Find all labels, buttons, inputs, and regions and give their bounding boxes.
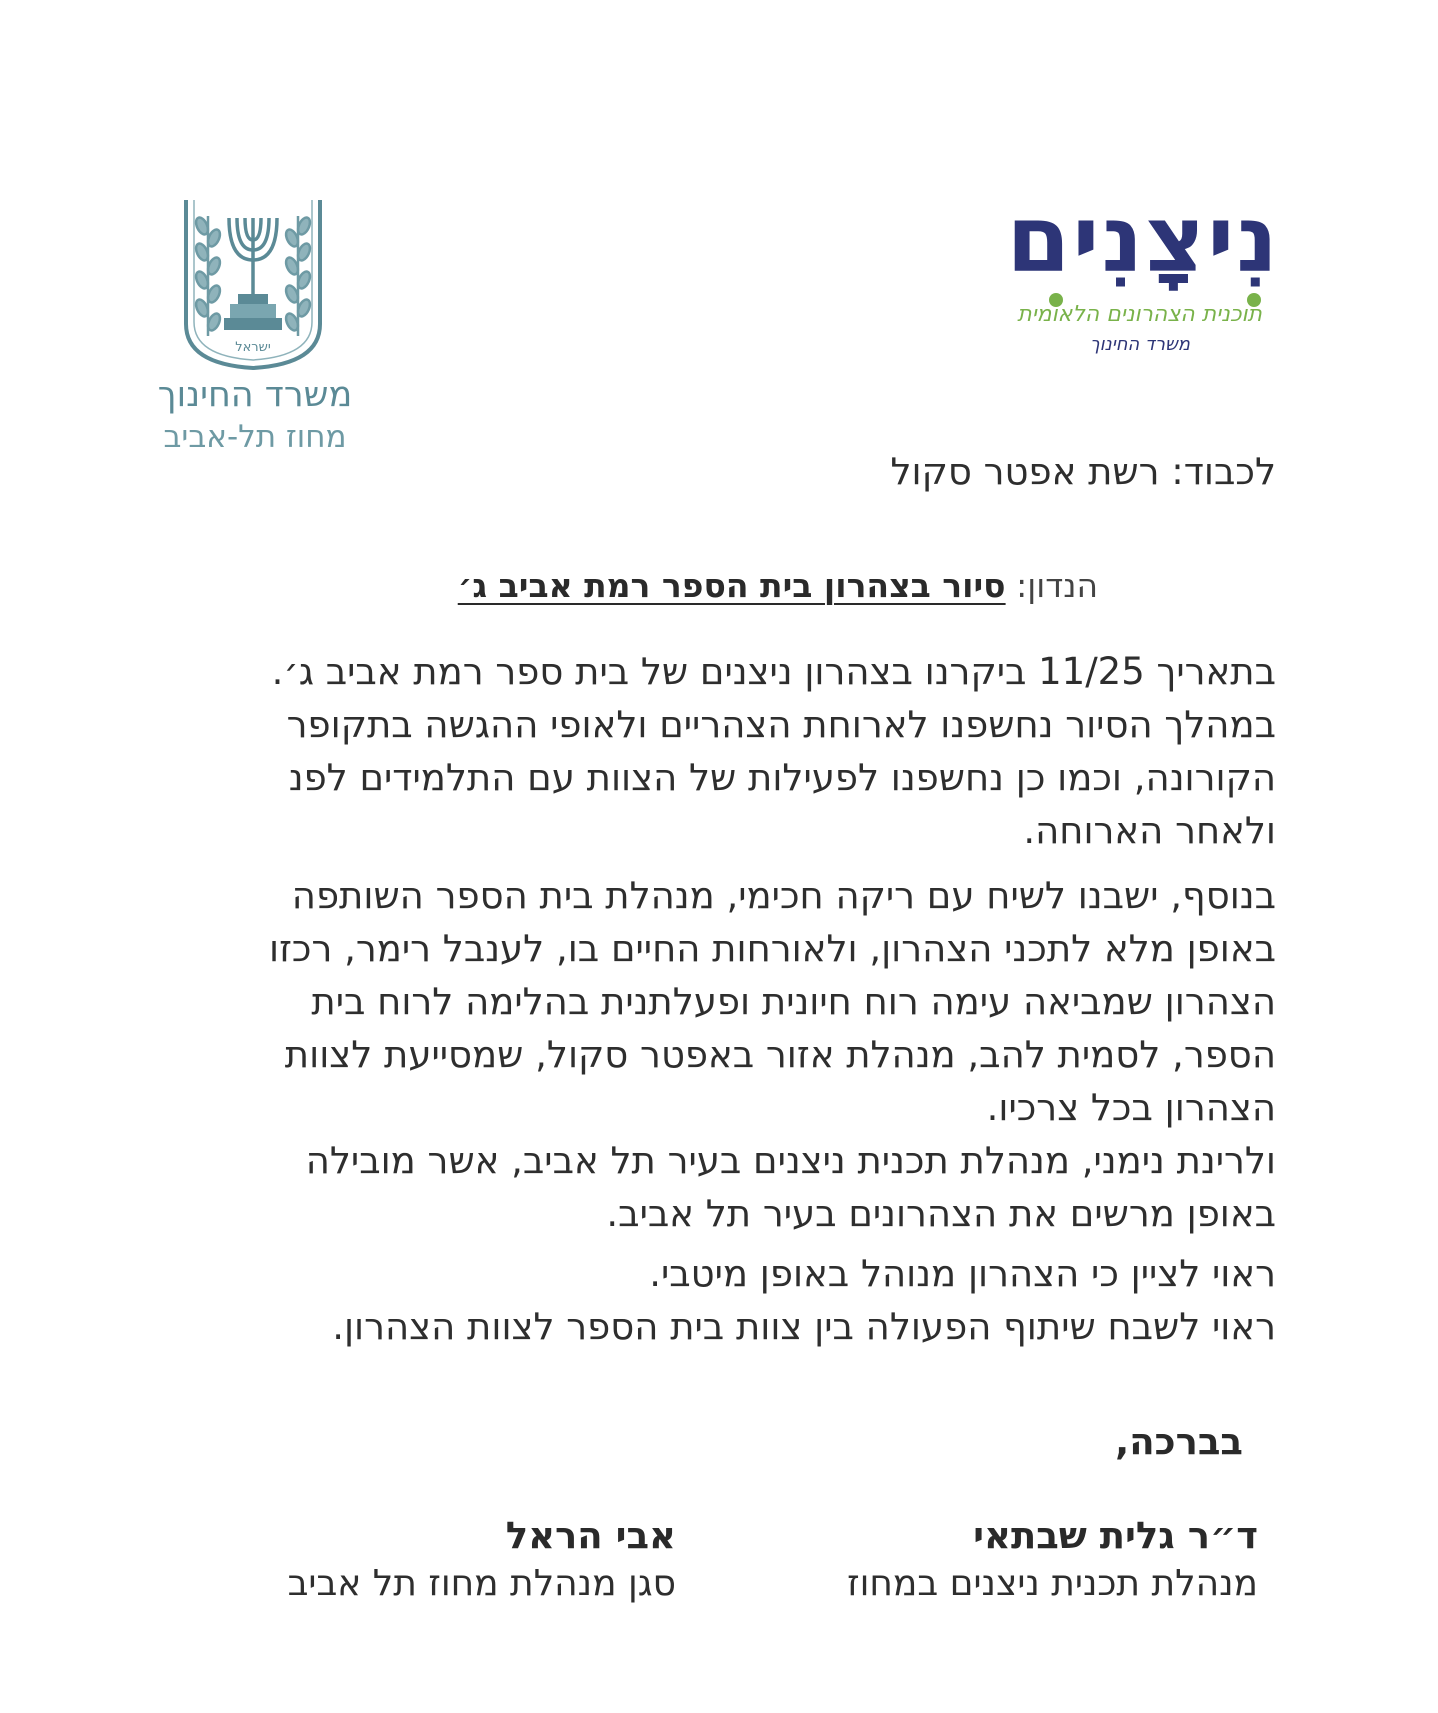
paragraph-line: ראוי לשבח שיתוף הפעולה בין צוות בית הספר לצוות הצהרון. bbox=[332, 1305, 1276, 1348]
nitzanim-ministry: משרד החינוך bbox=[1089, 334, 1190, 355]
ministry-district: מחוז תל-אביב bbox=[163, 419, 347, 455]
paragraph-summary bbox=[332, 1247, 1276, 1353]
subject-text: סיור בצהרון בית הספר רמת אביב ג׳ bbox=[457, 566, 1006, 605]
closing-greeting: בברכה, bbox=[1115, 1420, 1243, 1463]
paragraph-line: ולאחר הארוחה. bbox=[1023, 809, 1276, 852]
signer-role: מנהלת תכנית ניצנים במחוז bbox=[847, 1563, 1258, 1604]
paragraph-line: ולרינת נימני, מנהלת תכנית ניצנים בעיר תל אביב, אשר מובילה bbox=[305, 1139, 1276, 1182]
subject-line bbox=[458, 564, 1098, 608]
nitzanim-subtitle: תוכנית הצהרונים הלאומית bbox=[1017, 302, 1262, 327]
signer-name: אבי הראל bbox=[505, 1514, 676, 1557]
signature-block-1 bbox=[847, 1512, 1258, 1608]
nitzanim-title: נִיצָנִים bbox=[1006, 186, 1280, 293]
paragraph-line: הספר, לסמית להב, מנהלת אזור באפטר סקול, שמסייעת לצוות bbox=[284, 1033, 1276, 1076]
paragraph-line: באופן מלא לתכני הצהרון, ולאורחות החיים בו, לענבל רימר, רכזו bbox=[268, 927, 1276, 970]
paragraph-line: הצהרון שמביאה עימה רוח חיונית ופעלתנית בהלימה לרוח בית bbox=[311, 980, 1276, 1023]
paragraph-line: בנוסף, ישבנו לשיח עם ריקה חכימי, מנהלת בית הספר השותפה bbox=[291, 874, 1276, 917]
paragraph-visit bbox=[272, 645, 1276, 857]
emblem-text: ישראל bbox=[235, 340, 271, 355]
paragraph-line: במהלך הסיור נחשפנו לארוחת הצהריים ולאופי ההגשה בתקופר bbox=[286, 703, 1276, 746]
paragraph-line: ראוי לציין כי הצהרון מנוהל באופן מיטבי. bbox=[649, 1252, 1276, 1295]
ministry-logo bbox=[140, 196, 370, 456]
ministry-name: משרד החינוך bbox=[157, 375, 353, 415]
signer-name: ד״ר גלית שבתאי bbox=[973, 1514, 1258, 1557]
nitzanim-logo bbox=[900, 186, 1280, 370]
signer-role: סגן מנהלת מחוז תל אביב bbox=[287, 1563, 676, 1604]
signature-block-2 bbox=[288, 1512, 676, 1608]
recipient-line: לכבוד: רשת אפטר סקול bbox=[890, 450, 1276, 493]
menorah-emblem-icon bbox=[178, 196, 328, 372]
paragraph-meeting bbox=[269, 869, 1276, 1240]
subject-label: הנדון: bbox=[1016, 566, 1098, 605]
nitzanim-dots-icon bbox=[900, 186, 1280, 310]
paragraph-line: באופן מרשים את הצהרונים בעיר תל אביב. bbox=[606, 1192, 1276, 1235]
paragraph-line: הקורונה, וכמו כן נחשפנו לפעילות של הצוות עם התלמידים לפנ bbox=[288, 756, 1276, 799]
paragraph-line: הצהרון בכל צרכיו. bbox=[986, 1086, 1276, 1129]
paragraph-line: בתאריך 11/25 ביקרנו בצהרון ניצנים של בית ספר רמת אביב ג׳. bbox=[271, 650, 1276, 693]
